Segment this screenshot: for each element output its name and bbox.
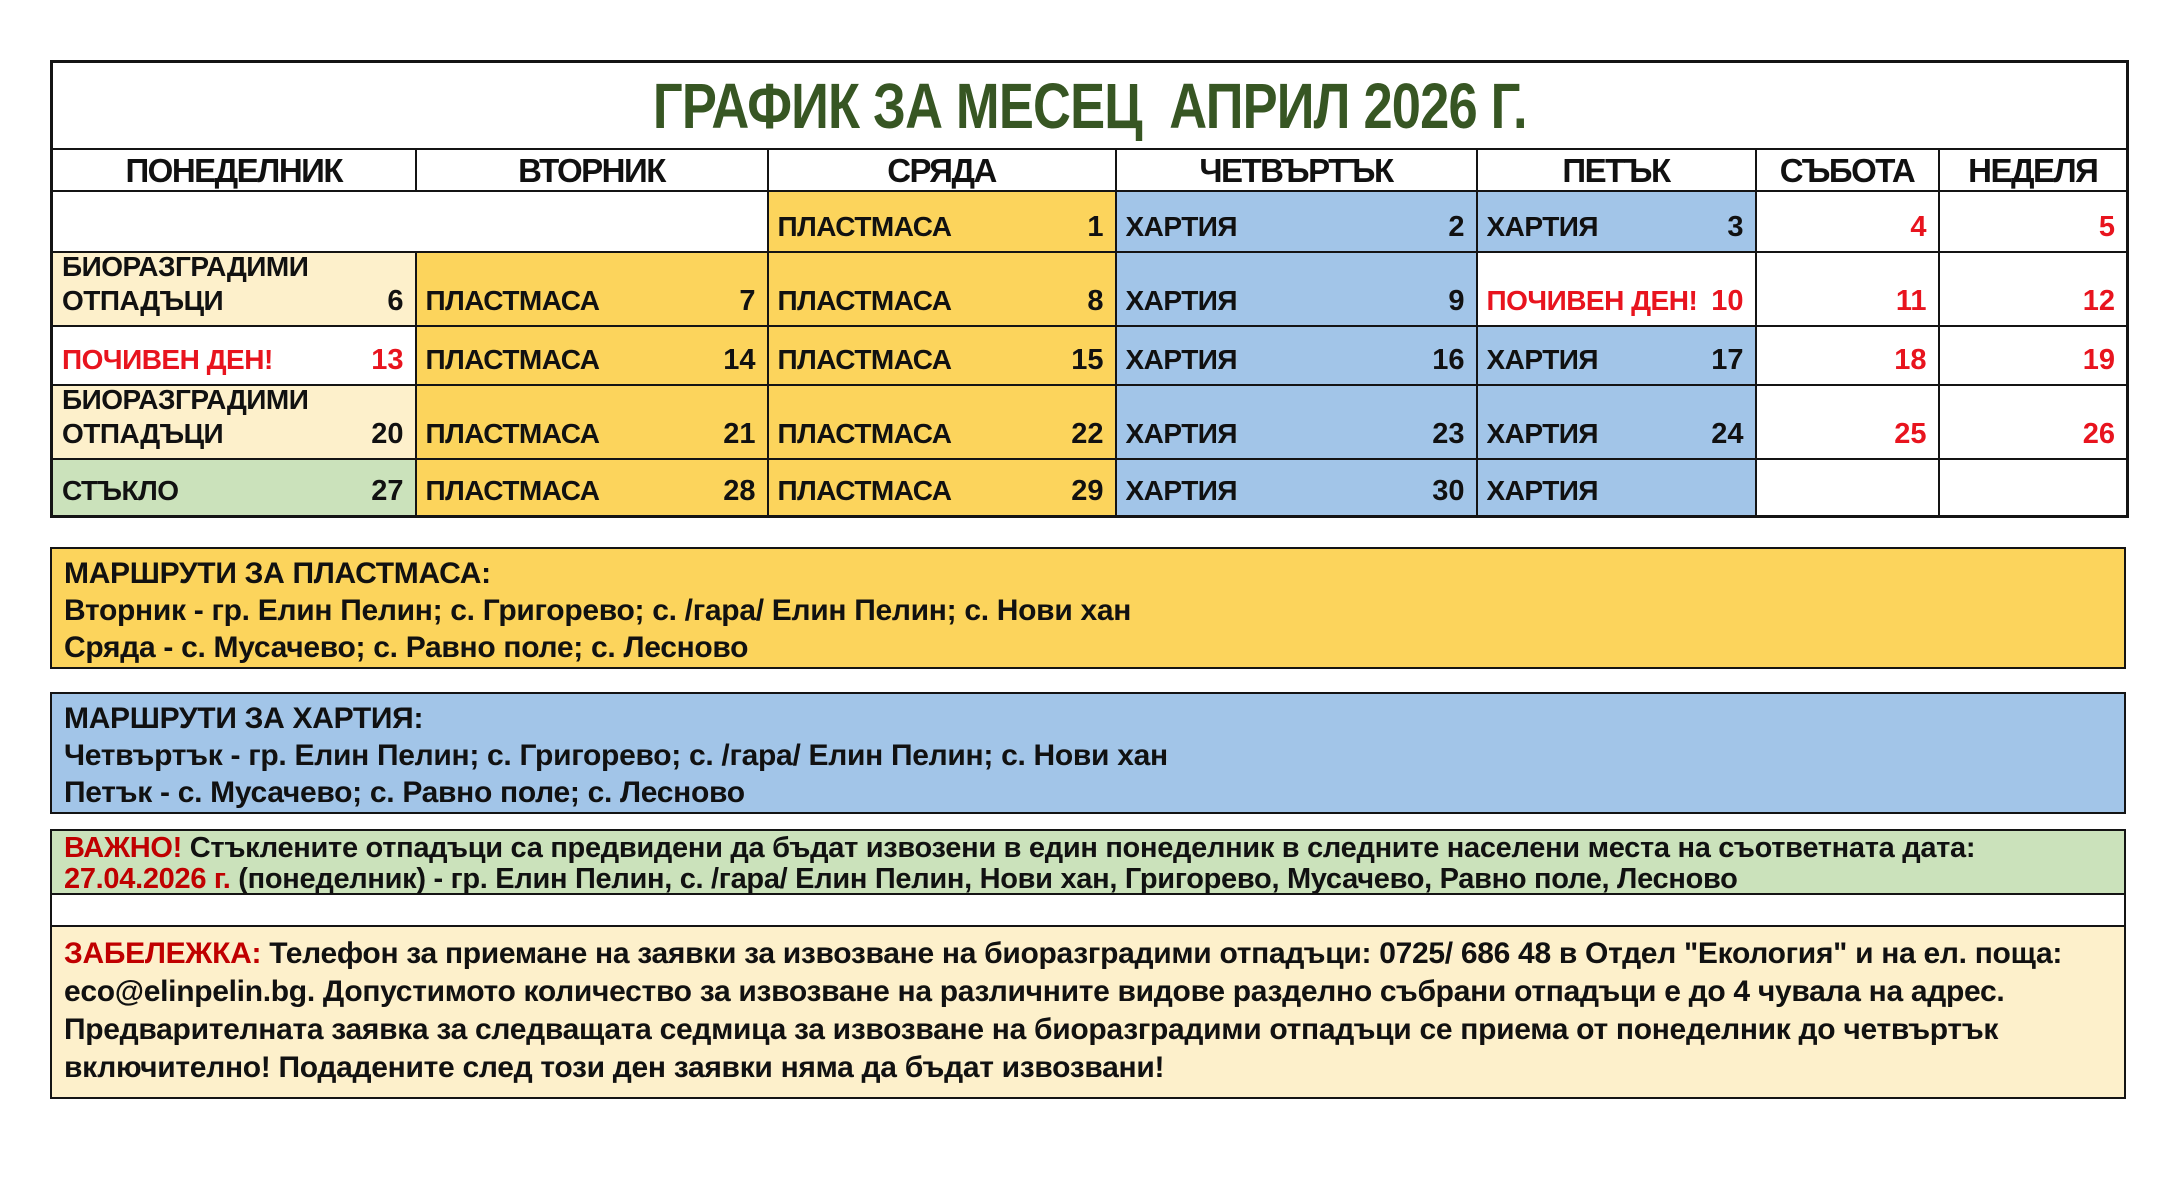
cell-waste-label: ПЛАСТМАСА xyxy=(777,284,952,316)
cell-waste-label: ПЛАСТМАСА xyxy=(777,210,952,242)
cell-day-number: 29 xyxy=(1071,475,1104,508)
calendar-cell-day-20 xyxy=(52,385,416,459)
calendar-cell-empty xyxy=(1756,459,1939,517)
calendar-cell-day-29 xyxy=(768,459,1116,517)
cell-day-number: 12 xyxy=(2082,285,2116,318)
cell-day-number: 8 xyxy=(1087,285,1104,318)
cell-day-number: 4 xyxy=(1910,211,1927,244)
cell-waste-label: ПОЧИВЕН ДЕН! xyxy=(1486,284,1698,316)
cell-waste-label: ХАРТИЯ xyxy=(1125,474,1238,506)
cell-day-number: 5 xyxy=(2098,211,2116,244)
cell-day-number: 26 xyxy=(2082,418,2116,451)
calendar-cell-day-24 xyxy=(1477,385,1756,459)
page-title: ГРАФИК ЗА МЕСЕЦ АПРИЛ 2026 Г. xyxy=(652,69,1527,142)
title-row xyxy=(52,62,2128,150)
cell-day-number: 14 xyxy=(723,344,756,377)
cell-day-number: 3 xyxy=(1727,211,1744,244)
calendar-cell-day-22 xyxy=(768,385,1116,459)
cell-waste-label: ПЛАСТМАСА xyxy=(425,417,600,449)
calendar-week-row xyxy=(52,459,2128,517)
calendar-cell-day-25 xyxy=(1756,385,1939,459)
cell-day-number: 13 xyxy=(371,344,404,377)
schedule-sheet xyxy=(50,60,2126,1099)
cell-day-number: 17 xyxy=(1711,344,1744,377)
calendar-cell-day-16 xyxy=(1116,326,1477,385)
important-label: ВАЖНО! xyxy=(64,832,183,864)
calendar-cell-day-12 xyxy=(1939,252,2128,326)
cell-waste-label: БИОРАЗГРАДИМИ ОТПАДЪЦИ xyxy=(62,385,309,449)
cell-waste-label: ХАРТИЯ xyxy=(1125,210,1238,242)
calendar-body xyxy=(52,191,2128,517)
cell-day-number: 28 xyxy=(723,475,756,508)
cell-day-number: 10 xyxy=(1711,285,1744,318)
calendar-week-row xyxy=(52,385,2128,459)
calendar-cell-day-6 xyxy=(52,252,416,326)
note-line: Предварителната заявка за следващата седмица за извозване на биоразградими отпадъци се приема от понеделник до четвъртък xyxy=(64,1013,1999,1046)
cell-day-number: 22 xyxy=(1071,418,1104,451)
calendar-cell-day-4 xyxy=(1756,191,1939,252)
calendar-cell-empty xyxy=(1939,459,2128,517)
note-line: включително! Подадените след този ден заявки няма да бъдат извозвани! xyxy=(64,1051,1165,1084)
cell-waste-label: ПЛАСТМАСА xyxy=(425,474,600,506)
calendar-cell-day-3 xyxy=(1477,191,1756,252)
important-glass-box xyxy=(50,829,2126,895)
cell-day-number: 23 xyxy=(1432,418,1465,451)
note-line: eco@elinpelin.bg. Допустимото количество за извозване на различните видове разделно събрани отпадъци е до 4 чувала на адрес. xyxy=(64,975,2005,1008)
paper-routes-line: Четвъртък - гр. Елин Пелин; с. Григорево; с. /гара/ Елин Пелин; с. Нови хан xyxy=(64,739,1168,772)
cell-day-number: 6 xyxy=(387,285,404,318)
cell-day-number: 20 xyxy=(371,418,404,451)
cell-day-number: 21 xyxy=(723,418,756,451)
cell-waste-label: ХАРТИЯ xyxy=(1486,210,1599,242)
cell-day-number: 2 xyxy=(1448,211,1465,244)
calendar-cell-day-18 xyxy=(1756,326,1939,385)
important-text: Стъклените отпадъци са предвидени да бъдат извозени в един понеделник в следните населени места на съответната дата: xyxy=(182,832,1976,864)
important-date: 27.04.2026 г. xyxy=(64,863,231,895)
calendar-cell-day-8 xyxy=(768,252,1116,326)
calendar-cell-day-1 xyxy=(768,191,1116,252)
calendar-cell-day-21 xyxy=(416,385,768,459)
note-box xyxy=(50,925,2126,1099)
calendar-cell-empty xyxy=(1477,459,1756,517)
calendar-cell-day-26 xyxy=(1939,385,2128,459)
day-header-wednesday: СРЯДА xyxy=(768,149,1116,191)
calendar-cell-day-10 xyxy=(1477,252,1756,326)
empty-spacer-row xyxy=(50,895,2126,925)
cell-waste-label: ПЛАСТМАСА xyxy=(425,284,600,316)
cell-waste-label: ПЛАСТМАСА xyxy=(777,417,952,449)
calendar-cell-day-7 xyxy=(416,252,768,326)
plastic-routes-box xyxy=(50,547,2126,669)
note-label: ЗАБЕЛЕЖКА: xyxy=(64,937,262,970)
cell-day-number: 24 xyxy=(1711,418,1744,451)
cell-waste-label: ПЛАСТМАСА xyxy=(425,343,600,375)
paper-routes-line: Петък - с. Мусачево; с. Равно поле; с. Лесново xyxy=(64,776,745,809)
title-cell xyxy=(52,62,2128,150)
calendar-cell-day-27 xyxy=(52,459,416,517)
cell-day-number: 7 xyxy=(739,285,756,318)
cell-day-number: 30 xyxy=(1432,475,1465,508)
day-header-friday: ПЕТЪК xyxy=(1477,149,1756,191)
cell-day-number: 25 xyxy=(1894,418,1927,451)
calendar-cell-day-9 xyxy=(1116,252,1477,326)
cell-waste-label: ХАРТИЯ xyxy=(1486,343,1599,375)
calendar-cell-day-28 xyxy=(416,459,768,517)
schedule-table xyxy=(50,60,2129,518)
cell-waste-label: ПОЧИВЕН ДЕН! xyxy=(62,343,273,375)
calendar-cell-day-19 xyxy=(1939,326,2128,385)
cell-waste-label: ХАРТИЯ xyxy=(1125,417,1238,449)
cell-waste-label: ПЛАСТМАСА xyxy=(777,343,952,375)
important-line xyxy=(64,833,2112,864)
important-text: (понеделник) - гр. Елин Пелин, с. /гара/ Елин Пелин, Нови хан, Григорево, Мусачево, Равно поле, Лесново xyxy=(230,863,1738,895)
cell-day-number: 1 xyxy=(1087,211,1104,244)
paper-routes-box xyxy=(50,692,2126,814)
calendar-cell-day-14 xyxy=(416,326,768,385)
plastic-routes-line: Сряда - с. Мусачево; с. Равно поле; с. Лесново xyxy=(64,631,749,664)
plastic-routes-line: Вторник - гр. Елин Пелин; с. Григорево; с. /гара/ Елин Пелин; с. Нови хан xyxy=(64,594,1132,627)
plastic-routes-heading: МАРШРУТИ ЗА ПЛАСТМАСА: xyxy=(64,557,491,590)
note-text: Телефон за приемане на заявки за извозване на биоразградими отпадъци: 0725/ 686 48 в Отдел "Екология" и на ел. поща: xyxy=(261,937,2063,970)
cell-day-number: 16 xyxy=(1432,344,1465,377)
calendar-cell-day-5 xyxy=(1939,191,2128,252)
cell-day-number: 27 xyxy=(371,475,404,508)
calendar-week-row xyxy=(52,326,2128,385)
cell-day-number: 18 xyxy=(1894,344,1927,377)
day-header-sunday: НЕДЕЛЯ xyxy=(1939,149,2128,191)
cell-waste-label: БИОРАЗГРАДИМИ ОТПАДЪЦИ xyxy=(62,252,309,316)
cell-waste-label: ХАРТИЯ xyxy=(1125,343,1238,375)
calendar-cell-day-11 xyxy=(1756,252,1939,326)
cell-day-number: 11 xyxy=(1895,285,1927,318)
day-header-monday: ПОНЕДЕЛНИК xyxy=(52,149,416,191)
calendar-cell-day-30 xyxy=(1116,459,1477,517)
day-header-tuesday: ВТОРНИК xyxy=(416,149,768,191)
day-header-thursday: ЧЕТВЪРТЪК xyxy=(1116,149,1477,191)
calendar-cell-day-23 xyxy=(1116,385,1477,459)
cell-waste-label: ХАРТИЯ xyxy=(1125,284,1238,316)
cell-day-number: 9 xyxy=(1448,285,1465,318)
day-header-row xyxy=(52,149,2128,191)
important-line xyxy=(64,864,2112,895)
cell-waste-label: ХАРТИЯ xyxy=(1486,474,1599,506)
cell-waste-label: ПЛАСТМАСА xyxy=(777,474,952,506)
calendar-cell-day-15 xyxy=(768,326,1116,385)
cell-waste-label: СТЪКЛО xyxy=(62,474,179,506)
note-line xyxy=(64,935,2112,973)
cell-day-number: 15 xyxy=(1071,344,1104,377)
calendar-cell-day-13 xyxy=(52,326,416,385)
calendar-cell-day-2 xyxy=(1116,191,1477,252)
day-header-saturday: СЪБОТА xyxy=(1756,149,1939,191)
calendar-cell-empty xyxy=(52,191,768,252)
calendar-week-row xyxy=(52,252,2128,326)
cell-day-number: 19 xyxy=(2082,344,2116,377)
calendar-week-row xyxy=(52,191,2128,252)
paper-routes-heading: МАРШРУТИ ЗА ХАРТИЯ: xyxy=(64,702,424,735)
calendar-cell-day-17 xyxy=(1477,326,1756,385)
cell-waste-label: ХАРТИЯ xyxy=(1486,417,1599,449)
